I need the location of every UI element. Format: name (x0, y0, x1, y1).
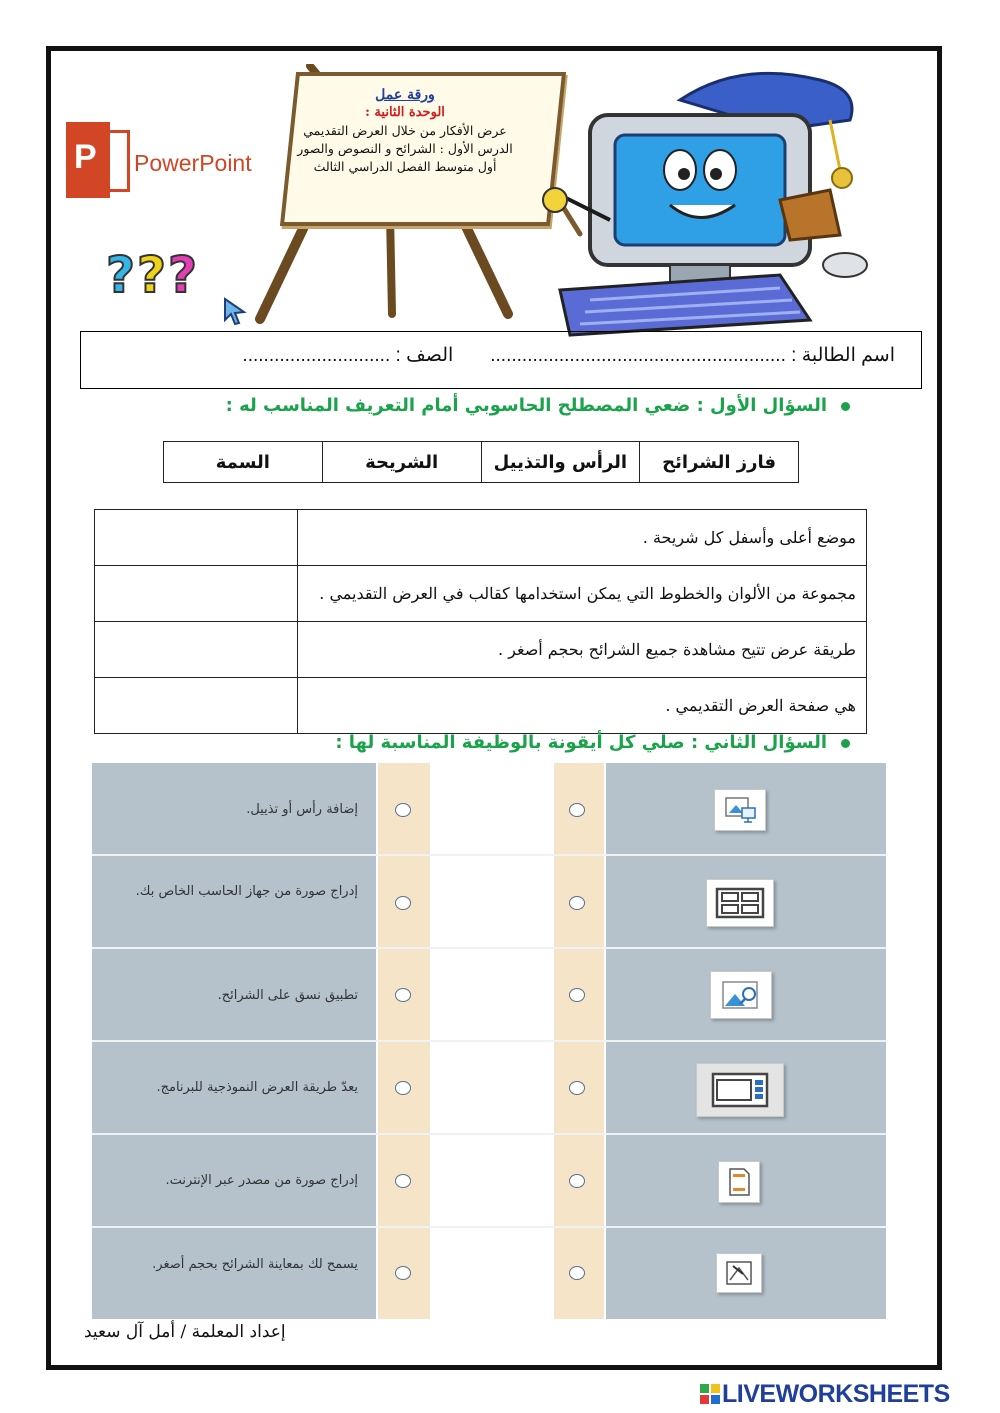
definition-text: هي صفحة العرض التقديمي . (298, 678, 867, 734)
row-divider (92, 1133, 886, 1135)
table-row (95, 510, 867, 566)
class-label: الصف : (395, 345, 454, 366)
row-divider (92, 854, 886, 856)
answer-input[interactable] (95, 678, 298, 734)
match-dot-right[interactable] (569, 803, 585, 817)
bullet-icon (841, 402, 850, 411)
row-divider (92, 1226, 886, 1228)
lesson-line: الدرس الأول : الشرائح و النصوص والصور (297, 141, 513, 156)
online-picture-icon (710, 971, 772, 1019)
match-description: يسمح لك بمعاينة الشرائح بحجم أصغر. (152, 1257, 358, 1272)
question-mark-2: ? (137, 246, 167, 304)
powerpoint-logo (66, 122, 256, 202)
design-theme-icon (716, 1253, 762, 1293)
term-cell[interactable]: الشريحة (322, 442, 481, 483)
question-mark-3: ? (168, 246, 198, 304)
match-dot-left[interactable] (395, 1174, 411, 1188)
question2-heading-text: السؤال الثاني : صلي كل أيقونة بالوظيفة المناسبة لها : (335, 732, 827, 753)
header-footer-icon (718, 1161, 760, 1203)
match-dot-right[interactable] (569, 1266, 585, 1280)
definition-text: طريقة عرض تتيح مشاهدة جميع الشرائح بحجم أصغر . (298, 622, 867, 678)
question-mark-1: ? (106, 246, 136, 304)
answer-input[interactable] (95, 566, 298, 622)
student-name-field[interactable]: ........................................................ (490, 345, 786, 366)
match-description: إضافة رأس أو تذييل. (246, 802, 358, 817)
worksheet-title-block (270, 86, 540, 176)
match-description: إدراج صورة من جهاز الحاسب الخاص بك. (135, 884, 358, 899)
match-dot-left[interactable] (395, 1266, 411, 1280)
match-description: إدراج صورة من مصدر عبر الإنترنت. (165, 1173, 358, 1188)
ppt-badge: P (66, 122, 110, 198)
match-dot-right[interactable] (569, 896, 585, 910)
match-dot-right[interactable] (569, 1174, 585, 1188)
bullet-icon (841, 739, 850, 748)
matching-area (92, 763, 886, 1319)
match-dot-left[interactable] (395, 896, 411, 910)
powerpoint-logo-text: PowerPoint (134, 150, 252, 176)
worksheet-title: ورقة عمل (375, 87, 435, 103)
normal-view-icon (696, 1063, 784, 1117)
topic-line: عرض الأفكار من خلال العرض التقديمي (303, 123, 507, 138)
student-name-label: اسم الطالبة : (791, 345, 895, 366)
match-dot-left[interactable] (395, 1081, 411, 1095)
definition-text: موضع أعلى وأسفل كل شريحة . (298, 510, 867, 566)
table-row (95, 622, 867, 678)
answer-input[interactable] (95, 622, 298, 678)
match-dot-right[interactable] (569, 988, 585, 1002)
match-dot-right[interactable] (569, 1081, 585, 1095)
liveworksheets-logo-icon (700, 1384, 720, 1404)
slide-sorter-icon (706, 879, 774, 927)
term-cell[interactable]: السمة (164, 442, 323, 483)
terms-table (163, 441, 799, 483)
definitions-table (94, 509, 867, 734)
row-divider (92, 1040, 886, 1042)
student-info-box (80, 331, 922, 389)
term-cell[interactable]: فارز الشرائح (640, 442, 799, 483)
student-info-line (242, 344, 895, 367)
match-description: تطبيق نسق على الشرائح. (217, 988, 358, 1003)
question1-heading (226, 395, 850, 416)
cartoon-computer-illustration (530, 60, 880, 340)
match-dot-left[interactable] (395, 988, 411, 1002)
unit-title: الوحدة الثانية : (365, 105, 445, 120)
match-description: يعدّ طريقة العرض النموذجية للبرنامج. (156, 1080, 358, 1095)
teacher-credit: إعداد المعلمة / أمل آل سعيد (84, 1322, 286, 1342)
brand-name: LIVEWORKSHEETS (722, 1380, 950, 1408)
grade-line: أول متوسط الفصل الدراسي الثالث (313, 159, 497, 174)
row-divider (92, 947, 886, 949)
table-row (95, 678, 867, 734)
picture-icon (714, 789, 766, 831)
question2-heading (335, 732, 850, 753)
term-cell[interactable]: الرأس والتذييل (481, 442, 640, 483)
definition-text: مجموعة من الألوان والخطوط التي يمكن استخدامها كقالب في العرض التقديمي . (298, 566, 867, 622)
liveworksheets-brand (700, 1380, 996, 1408)
class-field[interactable]: ............................ (242, 345, 391, 366)
match-dot-left[interactable] (395, 803, 411, 817)
question1-heading-text: السؤال الأول : ضعي المصطلح الحاسوبي أمام التعريف المناسب له : (225, 395, 827, 416)
answer-input[interactable] (95, 510, 298, 566)
table-row (95, 566, 867, 622)
